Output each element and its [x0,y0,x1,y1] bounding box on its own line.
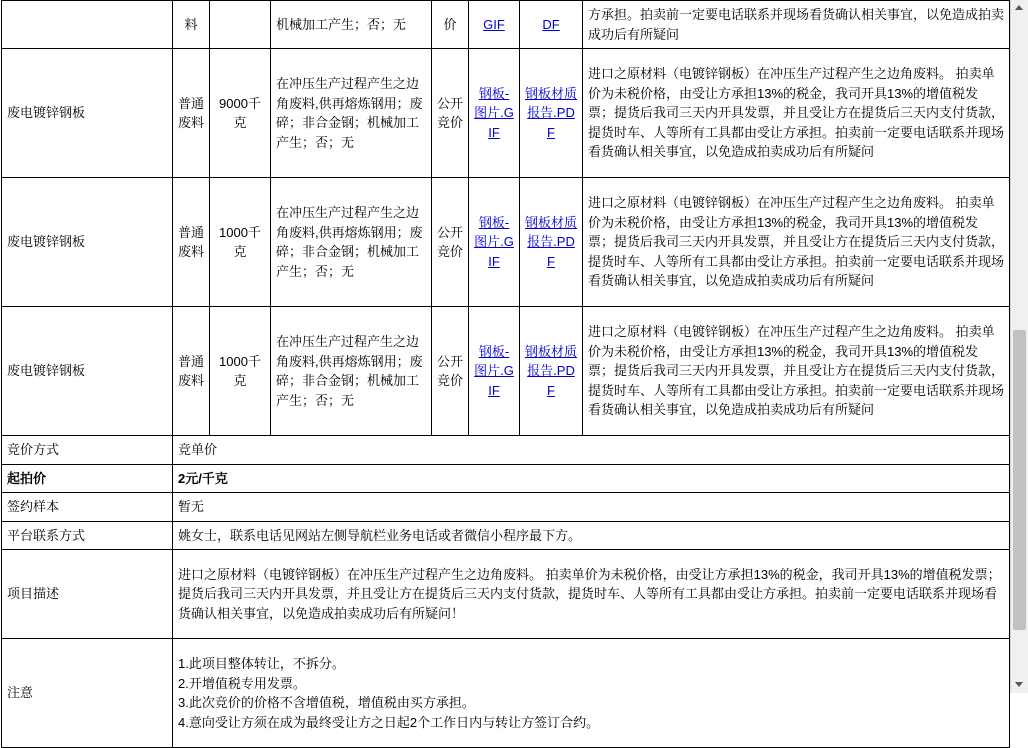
product-category-cell: 料 [173,1,210,49]
product-category-cell: 普通废料 [173,178,210,307]
product-report-link[interactable]: 钢板材质报告.PDF [525,214,578,269]
table-row [2,49,1010,178]
notice-line: 4.意向受让方须在成为最终受让方之日起2个工作日内与转让方签订合约。 [178,714,600,730]
product-report-cell [520,49,583,178]
project-description-value: 进口之原材料（电镀锌钢板）在冲压生产过程产生之边角废料。 拍卖单价为未税价格，由受让方承担13%的税金，我司开具13%的增值税发票；提货后我司三天内开具发票，并且受让方在提货后三天内支付货款，提货时车、人等所有工具都由受让方承担。拍卖前一定要电话联系并现场看货确认相关事宜，以免造成拍卖成功后有所疑问！ [173,550,1010,639]
product-mode-cell: 公开竞价 [432,307,469,436]
product-report-cell [520,178,583,307]
scrollbar-thumb[interactable] [1013,330,1026,630]
product-quantity-cell: 1000千克 [210,307,271,436]
contract-sample-label: 签约样本 [2,493,173,522]
notice-row [2,639,1010,748]
product-note-cell: 方承担。拍卖前一定要电话联系并现场看货确认相关事宜，以免造成拍卖成功后有所疑问 [583,1,1010,49]
product-name-cell [2,1,173,49]
arrow-down-icon [1015,682,1023,687]
starting-price-value: 2元/千克 [173,464,1010,493]
product-quantity-cell: 9000千克 [210,49,271,178]
product-picture-cell [469,307,520,436]
product-report-link[interactable]: 钢板材质报告.PDF [525,85,578,140]
table-row [2,178,1010,307]
arrow-up-icon [1015,5,1023,10]
notice-line: 1.此项目整体转让，不拆分。 [178,656,345,671]
product-note-cell: 进口之原材料（电镀锌钢板）在冲压生产过程产生之边角废料。 拍卖单价为未税价格，由受让方承担13%的税金，我司开具13%的增值税发票；提货后我司三天内开具发票，并且受让方在提货后三天内支付货款，提货时车、人等所有工具都由受让方承担。拍卖前一定要电话联系并现场看货确认相关事宜，以免造成拍卖成功后有所疑问 [583,307,1010,436]
contract-sample-value: 暂无 [173,493,1010,522]
product-mode-cell: 公开竞价 [432,178,469,307]
notice-label: 注意 [2,639,173,748]
product-picture-link[interactable]: 钢板-图片.GIF [474,343,514,398]
product-description-cell: 机械加工产生；否；无 [271,1,432,49]
platform-contact-value: 姚女士，联系电话见网站左侧导航栏业务电话或者微信小程序最下方。 [173,521,1010,550]
product-name-cell: 废电镀锌钢板 [2,49,173,178]
project-description-row [2,550,1010,639]
product-picture-cell [469,49,520,178]
product-picture-link[interactable]: 钢板-图片.GIF [474,85,514,140]
platform-contact-row [2,521,1010,550]
notice-line: 3.此次竞价的价格不含增值税，增值税由买方承担。 [178,695,475,710]
product-report-link[interactable]: DF [542,16,560,32]
starting-price-row [2,464,1010,493]
bid-method-value: 竞单价 [173,436,1010,465]
product-mode-cell: 公开竞价 [432,49,469,178]
product-report-cell [520,307,583,436]
product-category-cell: 普通废料 [173,307,210,436]
product-name-cell: 废电镀锌钢板 [2,178,173,307]
product-picture-link[interactable]: GIF [483,16,505,32]
vertical-scrollbar[interactable] [1010,0,1028,693]
bid-method-row [2,436,1010,465]
starting-price-label: 起拍价 [2,464,173,493]
table-row [2,307,1010,436]
product-note-cell: 进口之原材料（电镀锌钢板）在冲压生产过程产生之边角废料。 拍卖单价为未税价格，由受让方承担13%的税金，我司开具13%的增值税发票；提货后我司三天内开具发票，并且受让方在提货后三天内支付货款，提货时车、人等所有工具都由受让方承担。拍卖前一定要电话联系并现场看货确认相关事宜，以免造成拍卖成功后有所疑问 [583,49,1010,178]
product-mode-cell: 价 [432,1,469,49]
notice-value [173,639,1010,748]
scroll-up-button[interactable] [1011,0,1028,17]
product-description-cell: 在冲压生产过程产生之边角废料,供再熔炼钢用；废碎；非合金钢；机械加工产生；否；无 [271,178,432,307]
platform-contact-label: 平台联系方式 [2,521,173,550]
project-description-label: 项目描述 [2,550,173,639]
product-note-cell: 进口之原材料（电镀锌钢板）在冲压生产过程产生之边角废料。 拍卖单价为未税价格，由受让方承担13%的税金，我司开具13%的增值税发票；提货后我司三天内开具发票，并且受让方在提货后三天内支付货款，提货时车、人等所有工具都由受让方承担。拍卖前一定要电话联系并现场看货确认相关事宜，以免造成拍卖成功后有所疑问 [583,178,1010,307]
product-picture-cell [469,1,520,49]
product-description-cell: 在冲压生产过程产生之边角废料,供再熔炼钢用；废碎；非合金钢；机械加工产生；否；无 [271,307,432,436]
product-report-link[interactable]: 钢板材质报告.PDF [525,343,578,398]
product-name-cell: 废电镀锌钢板 [2,307,173,436]
product-quantity-cell: 1000千克 [210,178,271,307]
product-picture-cell [469,178,520,307]
product-description-cell: 在冲压生产过程产生之边角废料,供再熔炼钢用；废碎；非合金钢；机械加工产生；否；无 [271,49,432,178]
product-report-cell [520,1,583,49]
product-picture-link[interactable]: 钢板-图片.GIF [474,214,514,269]
scroll-down-button[interactable] [1011,676,1028,693]
product-quantity-cell [210,1,271,49]
notice-line: 2.开增值税专用发票。 [178,675,306,691]
bid-method-label: 竞价方式 [2,436,173,465]
contract-sample-row [2,493,1010,522]
product-category-cell: 普通废料 [173,49,210,178]
auction-details-table [1,0,1010,748]
table-row [2,1,1010,49]
